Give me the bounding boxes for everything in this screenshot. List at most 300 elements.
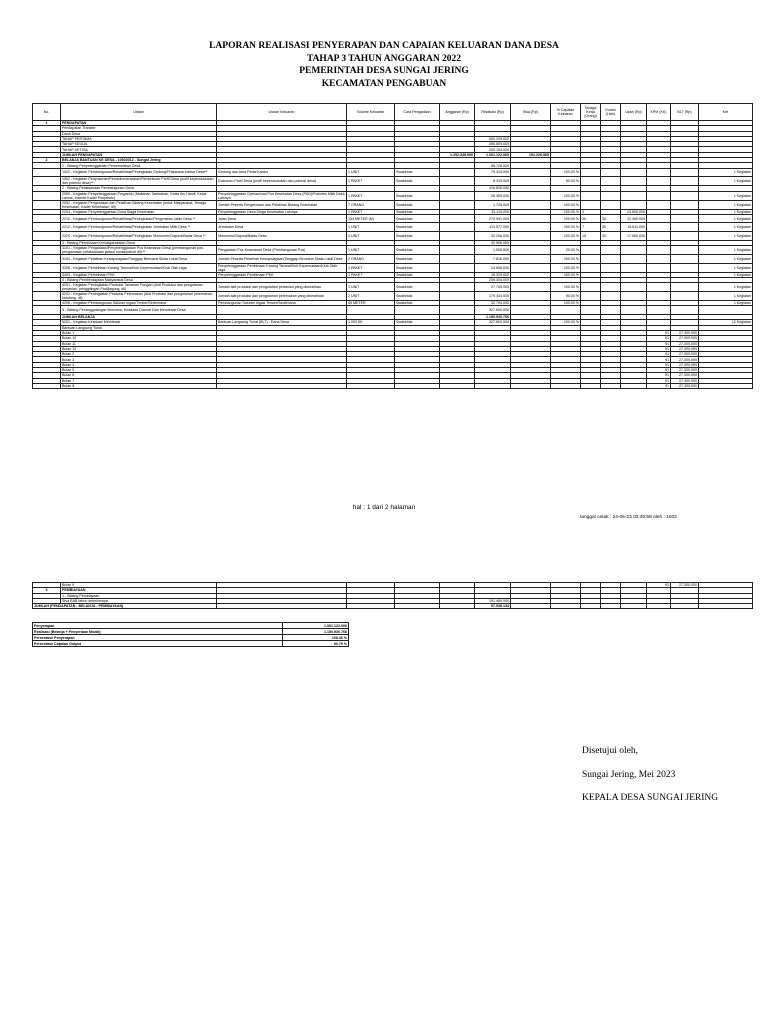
- cell-r: 179.434.000: [475, 292, 511, 301]
- cell-u: 4201 - Kegiatan Peningkatan Produksi Tanaman Pangan (Alat Produksi dan pengolahan pertanian, penggilingan Padi/jagung, dll): [61, 283, 217, 292]
- cell-a: [440, 292, 475, 301]
- cell-a: [440, 604, 475, 609]
- cell-no: 3: [33, 588, 61, 593]
- cell-v: 1 UNIT: [347, 223, 395, 232]
- cell-p: 100.00 %: [551, 263, 581, 272]
- cell-u: 1 - Bidang Penyelenggaraan Pemerintahan Desa: [61, 163, 217, 168]
- cell-u: 1 - Bidang Pembiayaan: [61, 593, 217, 598]
- report-table: [32, 103, 753, 389]
- approval-place-date: Sungai Jering, Mei 2023: [582, 770, 676, 780]
- cell-a: [440, 383, 475, 388]
- cell-r: 1.150.930.766: [475, 315, 511, 320]
- cell-u: 4 - Bidang Pemberdayaan Masyarakat Desa: [61, 277, 217, 282]
- table-row: [33, 604, 753, 609]
- cell-kpm: [647, 168, 671, 177]
- cell-r: [475, 383, 511, 388]
- title-line: LAPORAN REALISASI PENYERAPAN DAN CAPAIAN KELUARAN DANA DESA: [209, 41, 559, 51]
- cell-kpm: [647, 604, 671, 609]
- cell-ket: 1 Kegiatan: [699, 232, 753, 241]
- cell-blt: [671, 168, 699, 177]
- cell-u: Bulan 5: [61, 367, 217, 372]
- cell-kpm: 91: [647, 367, 671, 372]
- cell-r: 6.319.000: [475, 177, 511, 186]
- cell-ket: 1 Kegiatan: [699, 177, 753, 186]
- cell-cp: Swakelola: [395, 232, 440, 241]
- cell-r: 18.329.000: [475, 272, 511, 277]
- cell-up: 32.350.000: [621, 214, 647, 223]
- cell-r: 33.115.000: [475, 209, 511, 214]
- cell-v: 1 PAKET: [347, 191, 395, 200]
- cell-d: 30: [601, 223, 621, 232]
- cell-u: Bulan 8: [61, 383, 217, 388]
- cell-u: 5201 - Kegiatan Keadaan Mendesak: [61, 320, 217, 325]
- cell-kpm: [647, 223, 671, 232]
- cell-ket: [699, 306, 753, 315]
- cell-u: 2210 - Kegiatan Pembangunan/Rehabilitasi/Peningkatan/Pengerasan Jalan Desa **: [61, 214, 217, 223]
- cell-ket: 1 Kegiatan: [699, 200, 753, 209]
- cell-up: [621, 263, 647, 272]
- cell-u: Bulan 12: [61, 346, 217, 351]
- table-row: [33, 232, 753, 241]
- cell-kpm: 91: [647, 373, 671, 378]
- cell-blt: 27.300.000: [671, 367, 699, 372]
- column-header: % Capaian Keluaran: [551, 104, 581, 121]
- cell-blt: [671, 292, 699, 301]
- cell-k: Monumen/Gapura/Batas Desa: [217, 232, 347, 241]
- cell-no: [33, 254, 61, 263]
- cell-kpm: [647, 177, 671, 186]
- cell-tk: 15: [581, 232, 601, 241]
- summary-row: [33, 641, 349, 647]
- column-header: Sisa (Rp): [511, 104, 551, 121]
- cell-cp: Swakelola: [395, 214, 440, 223]
- cell-d: [601, 254, 621, 263]
- cell-up: [621, 200, 647, 209]
- cell-p: [551, 383, 581, 388]
- cell-s: [511, 254, 551, 263]
- cell-a: [440, 200, 475, 209]
- cell-tk: [581, 177, 601, 186]
- cell-p: 20.00 %: [551, 245, 581, 254]
- cell-k: Penyelenggaraan Pembinaan Karang Taruna/Klub Kepemudaan/Klub Olah raga: [217, 263, 347, 272]
- cell-cp: Swakelola: [395, 223, 440, 232]
- cell-u: Bulan 6: [61, 373, 217, 378]
- cell-no: [33, 177, 61, 186]
- cell-kpm: 91: [647, 378, 671, 383]
- cell-v: [347, 383, 395, 388]
- cell-s: 191.226.900: [511, 152, 551, 157]
- cell-blt: [671, 263, 699, 272]
- cell-k: Jumlah Peserta Pelatihan Kesiapsiagaan/Tanggap Bencana Skala Lokal Desa: [217, 254, 347, 263]
- cell-cp: Swakelola: [395, 245, 440, 254]
- cell-ket: 1 Kegiatan: [699, 191, 753, 200]
- cell-tk: 3: [581, 209, 601, 214]
- cell-blt: 27.300.000: [671, 336, 699, 341]
- cell-cp: Swakelola: [395, 283, 440, 292]
- cell-no: 2: [33, 158, 61, 163]
- page-number: hal : 1 dari 2 halaman: [352, 504, 416, 511]
- table-row: [33, 223, 753, 232]
- cell-v: 7 ORANG: [347, 200, 395, 209]
- cell-u: 4202 - Kegiatan Peningkatan Produksi Peternakan (Alat Produksi dan pengolahan peternakan, kandang, dll): [61, 292, 217, 301]
- cell-v: [347, 604, 395, 609]
- summary-value: 108.46 %: [283, 635, 349, 641]
- cell-no: [33, 245, 61, 254]
- cell-kpm: [647, 191, 671, 200]
- cell-cp: Swakelola: [395, 263, 440, 272]
- column-header: Volume Keluaran: [347, 104, 395, 121]
- cell-cp: Swakelola: [395, 254, 440, 263]
- cell-p: 90.00 %: [551, 292, 581, 301]
- cell-r: 1.061.122.000: [475, 152, 511, 157]
- cell-blt: 27.300.000: [671, 357, 699, 362]
- cell-up: 15.611.000: [621, 223, 647, 232]
- cell-k: Jumlah alat produksi dan pengolahan peternakan yang diserahkan: [217, 292, 347, 301]
- cell-up: [621, 177, 647, 186]
- cell-ket: 1 Kegiatan: [699, 292, 753, 301]
- title-line: PEMERINTAH DESA SUNGAI JERING: [299, 66, 469, 76]
- cell-v: 1 PAKET: [347, 177, 395, 186]
- column-header: Uraian: [61, 104, 217, 121]
- cell-u: Sisa RAB tahun sebelumnya: [61, 598, 217, 603]
- cell-no: 1: [33, 121, 61, 126]
- cell-u: Bulan 9: [61, 583, 217, 588]
- cell-v: 153 METER (M): [347, 214, 395, 223]
- cell-r: 200.104.000: [475, 147, 511, 152]
- summary-label: Persentase Capaian Output: [33, 641, 283, 647]
- column-header: Cara Pengadaan: [395, 104, 440, 121]
- table-header: [33, 104, 753, 121]
- cell-v: 1.092 KK: [347, 320, 395, 325]
- cell-r: 327.600.000: [475, 306, 511, 315]
- cell-a: [440, 168, 475, 177]
- cell-s: [511, 245, 551, 254]
- cell-r: 327.600.000: [475, 320, 511, 325]
- cell-d: 30: [601, 232, 621, 241]
- cell-s: [511, 232, 551, 241]
- column-header: Tenaga Kerja (Orang): [581, 104, 601, 121]
- cell-kpm: 91: [647, 357, 671, 362]
- cell-d: [601, 168, 621, 177]
- cell-d: [601, 283, 621, 292]
- cell-p: [551, 306, 581, 315]
- cell-ket: 12 Kegiatan: [699, 320, 753, 325]
- cell-u: Bantuan Langsung Tunai: [61, 325, 217, 330]
- cell-d: [601, 383, 621, 388]
- cell-d: [601, 604, 621, 609]
- cell-no: [33, 168, 61, 177]
- cell-up: [621, 283, 647, 292]
- cell-k: Bantuan Langsung Tunai (BLT) - Dana Desa: [217, 320, 347, 325]
- cell-v: 2 UNIT: [347, 292, 395, 301]
- cell-r: 26.305.000: [475, 191, 511, 200]
- cell-v: 1 UNIT: [347, 283, 395, 292]
- column-header: No.: [33, 104, 61, 121]
- cell-ket: 1 Kegiatan: [699, 223, 753, 232]
- cell-tk: 7: [581, 223, 601, 232]
- cell-u: Bulan 10: [61, 336, 217, 341]
- cell-cp: [395, 306, 440, 315]
- cell-k: Jumlah Peserta Pengelolaan dan Pelatihan Bidang Kesehatan: [217, 200, 347, 209]
- cell-u: 3101 - Kegiatan Pengadaan/Penyelenggaraan Pos Keamanan Desa (pembangunan pos, pengawasan pelaksanaan jadwal ronda/patroli dll) **: [61, 245, 217, 254]
- cell-a: [440, 232, 475, 241]
- cell-tk: [581, 191, 601, 200]
- column-header: Upah (Rp): [621, 104, 647, 121]
- cell-ket: [699, 604, 753, 609]
- cell-blt: 27.300.000: [671, 583, 699, 588]
- cell-s: [511, 383, 551, 388]
- cell-k: Jembatan Desa: [217, 223, 347, 232]
- cell-blt: [671, 177, 699, 186]
- cell-a: [440, 306, 475, 315]
- cell-p: 100.00 %: [551, 223, 581, 232]
- cell-r: 32.206.000: [475, 232, 511, 241]
- cell-blt: 27.300.000: [671, 352, 699, 357]
- cell-v: 2 ORANG: [347, 254, 395, 263]
- cell-u: 1062 - Kegiatan Penyusunan/Pendokumentasian/Pembukuan Profil Desa (profil kependudukan dan potensi desa)**: [61, 177, 217, 186]
- approval-signatory: KEPALA DESA SUNGAI JERING: [582, 793, 719, 803]
- cell-ket: [699, 383, 753, 388]
- cell-up: [621, 254, 647, 263]
- cell-tk: [581, 263, 601, 272]
- cell-no: JUMLAH (PENDAPATAN - BELANJA - PEMBIAYAAN): [33, 604, 217, 609]
- cell-u: Bulan 7: [61, 378, 217, 383]
- table-row: [33, 306, 753, 315]
- cell-up: [621, 383, 647, 388]
- cell-kpm: 91: [647, 583, 671, 588]
- table-row: [33, 245, 753, 254]
- cell-p: 100.00 %: [551, 191, 581, 200]
- cell-s: [511, 214, 551, 223]
- summary-value: 1.150.930.766: [283, 629, 349, 635]
- cell-s: [511, 177, 551, 186]
- table-row: [33, 191, 753, 200]
- cell-blt: [671, 232, 699, 241]
- cell-up: [621, 245, 647, 254]
- cell-cp: Swakelola: [395, 292, 440, 301]
- cell-no: [33, 223, 61, 232]
- cell-kpm: 91: [647, 346, 671, 351]
- cell-tk: [581, 254, 601, 263]
- cell-r: 1.506.000: [475, 245, 511, 254]
- cell-k: Penyelenggaraan Desa Siaga Kesehatan Lainnya: [217, 209, 347, 214]
- cell-tk: [581, 200, 601, 209]
- cell-u: Bulan 2: [61, 352, 217, 357]
- cell-k: [217, 383, 347, 388]
- cell-ket: 1 Kegiatan: [699, 254, 753, 263]
- cell-s: [511, 168, 551, 177]
- cell-ket: 1 Kegiatan: [699, 168, 753, 177]
- cell-u: 2 - Bidang Pelaksanaan Pembangunan Desa: [61, 186, 217, 191]
- cell-v: 1 PAKET: [347, 209, 395, 214]
- cell-no: [33, 191, 61, 200]
- cell-d: [601, 191, 621, 200]
- column-header: Uraian Keluaran: [217, 104, 347, 121]
- cell-a: [440, 214, 475, 223]
- cell-up: [621, 306, 647, 315]
- cell-no: [33, 292, 61, 301]
- cell-tk: [581, 245, 601, 254]
- summary-value: 1.061.122.000: [283, 623, 349, 629]
- cell-r: 191.469.000: [475, 598, 511, 603]
- cell-u: Bulan 4: [61, 362, 217, 367]
- cell-p: 100.00 %: [551, 209, 581, 214]
- cell-blt: 27.300.000: [671, 330, 699, 335]
- cell-blt: 27.300.000: [671, 362, 699, 367]
- cell-u: 3206 - Kegiatan Pembinaan Karang Taruna/Klub Kepemudaan/Klub Olah raga: [61, 263, 217, 272]
- cell-d: 30: [601, 214, 621, 223]
- cell-ket: 1 Kegiatan: [699, 272, 753, 277]
- cell-u: 3104 - Kegiatan Pelatihan Kesiapsiagaan/Tanggap Bencana Skala Lokal Desa: [61, 254, 217, 263]
- cell-r: 14.855.000: [475, 263, 511, 272]
- cell-k: Jumlah alat produksi dan pengolahan pertanian yang diserahkan: [217, 283, 347, 292]
- cell-kpm: [647, 283, 671, 292]
- cell-no: [33, 383, 61, 388]
- cell-blt: [671, 191, 699, 200]
- cell-kpm: [647, 245, 671, 254]
- cell-cp: Swakelola: [395, 272, 440, 277]
- cell-ket: 1 Kegiatan: [699, 301, 753, 306]
- cell-blt: 27.300.000: [671, 378, 699, 383]
- table-body: [33, 121, 753, 389]
- cell-s: [511, 200, 551, 209]
- cell-d: [601, 263, 621, 272]
- cell-cp: Swakelola: [395, 301, 440, 306]
- cell-u: PENDAPATAN: [61, 121, 217, 126]
- cell-s: [511, 263, 551, 272]
- column-header: Anggaran (Rp): [440, 104, 475, 121]
- cell-no: [33, 283, 61, 292]
- table-row: [33, 254, 753, 263]
- cell-kpm: [647, 200, 671, 209]
- cell-u: Bulan 3: [61, 357, 217, 362]
- cell-d: [601, 306, 621, 315]
- cell-blt: [671, 245, 699, 254]
- cell-u: TAHAP KEDUA: [61, 142, 217, 147]
- cell-p: 100.00 %: [551, 214, 581, 223]
- cell-blt: 27.300.000: [671, 341, 699, 346]
- cell-a: [440, 223, 475, 232]
- cell-a: [440, 283, 475, 292]
- cell-blt: [671, 200, 699, 209]
- cell-blt: 27.300.000: [671, 346, 699, 351]
- cell-r: 79.419.000: [475, 168, 511, 177]
- cell-cp: [395, 383, 440, 388]
- cell-tk: [581, 604, 601, 609]
- cell-blt: 27.300.000: [671, 383, 699, 388]
- cell-up: [621, 604, 647, 609]
- column-header: Realisasi (Rp): [475, 104, 511, 121]
- cell-cp: [395, 604, 440, 609]
- cell-tk: [581, 168, 601, 177]
- cell-d: [601, 177, 621, 186]
- cell-kpm: [647, 254, 671, 263]
- cell-r: 27.705.000: [475, 283, 511, 292]
- cell-s: [511, 283, 551, 292]
- table-row: [33, 383, 753, 388]
- cell-v: 1 UNIT: [347, 168, 395, 177]
- cell-kpm: 91: [647, 341, 671, 346]
- summary-label: Realisasi (Belanja + Penyertaan Modal): [33, 629, 283, 635]
- cell-k: [217, 306, 347, 315]
- column-header: Durasi (Hari): [601, 104, 621, 121]
- cell-kpm: [647, 232, 671, 241]
- cell-u: BELANJA BANTUAN KE DESA - 10602012 - Sungai Jering: [61, 158, 217, 163]
- cell-kpm: 91: [647, 383, 671, 388]
- cell-p: 100.00 %: [551, 254, 581, 263]
- table-row: [33, 292, 753, 301]
- cell-kpm: [647, 292, 671, 301]
- cell-v: 45 METER: [347, 301, 395, 306]
- cell-u: 3 - Bidang Pembinaan Kemasyarakatan Desa: [61, 240, 217, 245]
- title-line: TAHAP 3 TAHUN ANGGARAN 2022: [306, 53, 462, 64]
- cell-d: [601, 200, 621, 209]
- cell-k: Pembangunan Saluran Irigasi Tersier/Sederhana: [217, 301, 347, 306]
- cell-ket: 1 Kegiatan: [699, 209, 753, 214]
- cell-cp: Swakelola: [395, 191, 440, 200]
- cell-r: 500.209.000: [475, 136, 511, 141]
- column-header: BLT (Rp): [671, 104, 699, 121]
- cell-kpm: [647, 306, 671, 315]
- cell-tk: [581, 383, 601, 388]
- table-row: [33, 200, 753, 209]
- cell-r: 32.794.000: [475, 301, 511, 306]
- cell-blt: [671, 214, 699, 223]
- cell-up: [621, 292, 647, 301]
- cell-p: 100.00 %: [551, 200, 581, 209]
- cell-u: 2220 - Kegiatan Pembangunan/Rehabilitasi/Peningkatan Monumen/Gapura/Batas Desa **: [61, 232, 217, 241]
- cell-d: [601, 292, 621, 301]
- cell-u: JUMLAH BELANJA: [61, 315, 217, 320]
- cell-tk: [581, 306, 601, 315]
- table-row: [33, 214, 753, 223]
- cell-u: 3403 - Kegiatan Pembinaan PKK: [61, 272, 217, 277]
- cell-s: [511, 306, 551, 315]
- cell-u: TAHAP KETIGA: [61, 147, 217, 152]
- cell-kpm: 91: [647, 352, 671, 357]
- cell-r: 450.809.000: [475, 142, 511, 147]
- summary-table: [32, 622, 349, 647]
- cell-u: TAHAP PERTAMA: [61, 136, 217, 141]
- table-body-continued: [33, 583, 753, 609]
- cell-cp: Swakelola: [395, 177, 440, 186]
- table-row: [33, 168, 753, 177]
- cell-r: 1.745.000: [475, 200, 511, 209]
- cell-kpm: 91: [647, 336, 671, 341]
- cell-blt: [671, 254, 699, 263]
- cell-r: 113.577.000: [475, 223, 511, 232]
- cell-u: 5 - Bidang Penanggulangan Bencana, Keadaan Darurat Dan Mendesak Desa: [61, 306, 217, 315]
- cell-k: Jalan Desa: [217, 214, 347, 223]
- summary-label: Penyerapan: [33, 623, 283, 629]
- summary-label: Persentase Penyerapan: [33, 635, 283, 641]
- cell-cp: Swakelola: [395, 320, 440, 325]
- cell-a: [440, 245, 475, 254]
- cell-a: [440, 191, 475, 200]
- report-title: [0, 40, 768, 90]
- cell-u: Dana Desa: [61, 131, 217, 136]
- cell-v: [347, 306, 395, 315]
- cell-p: 100.00 %: [551, 301, 581, 306]
- cell-no: [33, 263, 61, 272]
- cell-blt: [671, 306, 699, 315]
- cell-p: [551, 604, 581, 609]
- cell-r: 85.728.000: [475, 163, 511, 168]
- cell-tk: [581, 292, 601, 301]
- cell-s: [511, 191, 551, 200]
- cell-k: Gedung dan Area Pedal Kantor: [217, 168, 347, 177]
- cell-v: 1 PAKET: [347, 263, 395, 272]
